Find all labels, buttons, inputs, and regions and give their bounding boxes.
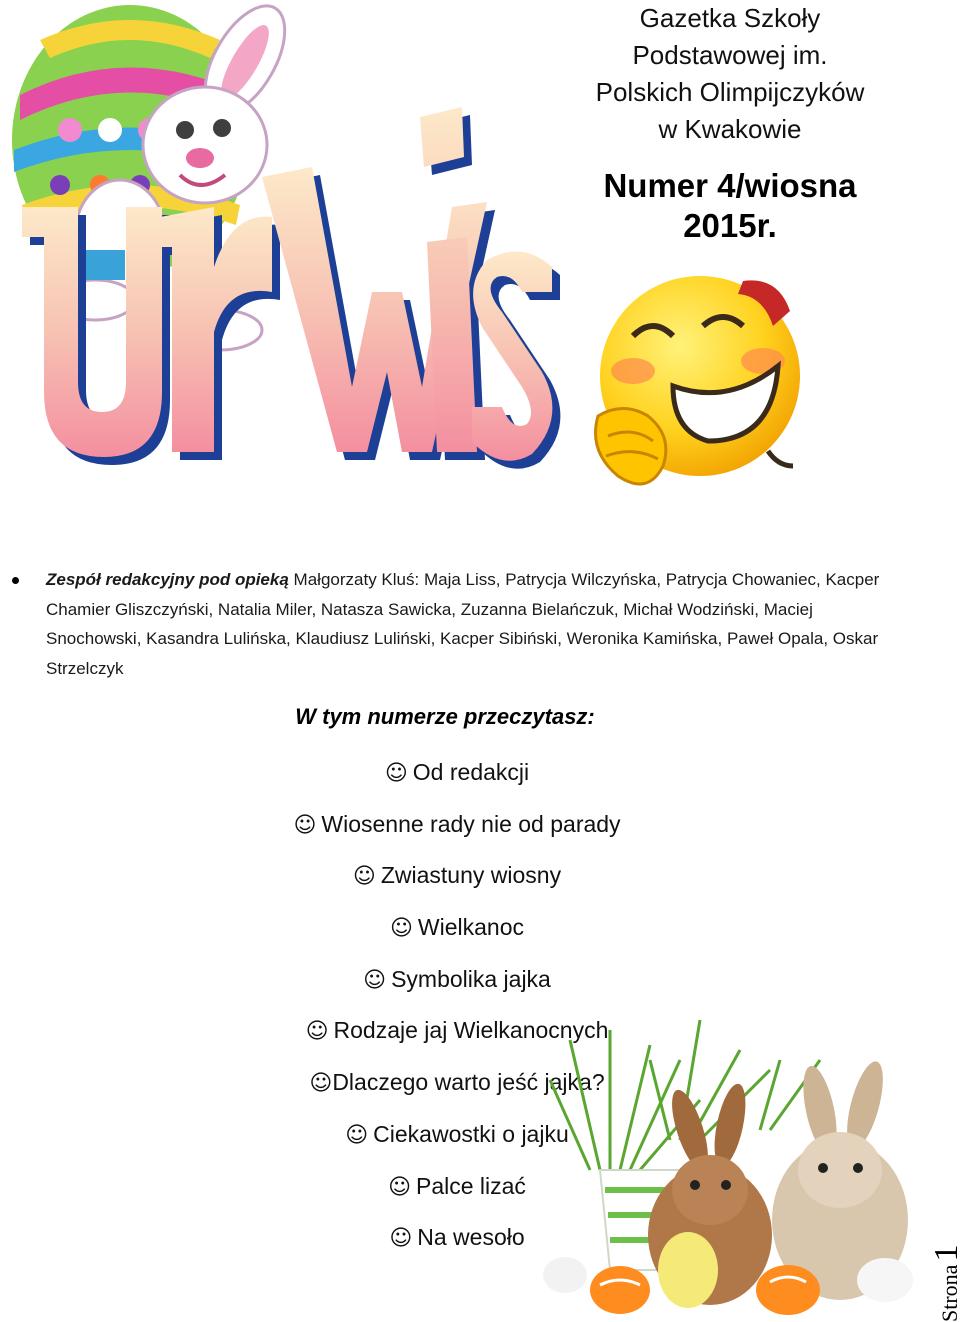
editorial-supervisor: Małgorzaty Kluś:	[293, 570, 420, 589]
smiley-icon: ☺	[293, 812, 317, 838]
school-name-line: w Kwakowie	[658, 114, 802, 144]
editorial-team	[46, 565, 906, 683]
toc-item-label: Zwiastuny wiosny	[380, 862, 562, 889]
editorial-members: Maja Liss, Patrycja Wilczyńska, Patrycja Chowaniec, Kacper Chamier Gliszczyński, Natalia Miler, Natasza Sawicka, Zuzanna Bielańczuk, Michał Wodziński, Maciej Snochowski, Kasandra Lulińska, Klaudiusz Luliński, Kacper Sibiński, Weronika Kamińska, Paweł Opala, Oskar Strzelczyk	[46, 570, 880, 678]
toc-item-label: Ciekawostki o jajku	[373, 1120, 569, 1147]
smiley-icon: ☺	[363, 967, 387, 993]
toc-item	[0, 855, 914, 907]
toc-item-label: Palce lizać	[416, 1172, 526, 1199]
toc-item	[0, 752, 914, 804]
editorial-lead: Zespół redakcyjny pod opieką	[46, 570, 289, 589]
toc-item-label: Wiosenne rady nie od parady	[321, 810, 621, 837]
page-number: 1	[928, 1244, 965, 1262]
toc-item-label: Na wesoło	[417, 1224, 525, 1251]
toc-item-label: Wielkanoc	[417, 914, 525, 941]
toc-item-label: Dlaczego warto jeść jajka?	[332, 1069, 605, 1096]
easter-bunnies-eggs-illustration	[530, 1020, 930, 1322]
issue-number	[560, 166, 900, 246]
issue-line: Numer 4/wiosna	[603, 167, 857, 204]
issue-line: 2015r.	[683, 207, 777, 244]
school-name-line: Gazetka Szkoły	[639, 3, 821, 33]
toc-item-label: Od redakcji	[412, 759, 530, 785]
smiley-icon: ☺	[309, 1071, 333, 1097]
smiley-icon: ☺	[352, 864, 376, 890]
smiley-icon: ☺	[384, 761, 408, 786]
laughing-smiley-illustration	[578, 266, 808, 498]
smiley-icon: ☺	[389, 916, 413, 942]
toc-heading: W tym numerze przeczytasz:	[295, 704, 595, 729]
toc-item	[0, 959, 914, 1011]
school-name	[570, 0, 890, 148]
smiley-icon: ☺	[345, 1122, 369, 1148]
page-label: Strona	[937, 1264, 962, 1322]
school-name-line: Podstawowej im.	[632, 40, 828, 70]
masthead-illustration	[0, 0, 570, 490]
toc-item	[0, 907, 914, 959]
smiley-icon: ☺	[305, 1019, 329, 1045]
page-footer	[928, 1200, 965, 1322]
school-name-line: Polskich Olimpijczyków	[595, 77, 865, 107]
smiley-icon: ☺	[389, 1226, 413, 1252]
smiley-icon: ☺	[388, 1174, 411, 1200]
toc-item-label: Rodzaje jaj Wielkanocnych	[333, 1017, 609, 1044]
toc-item-label: Symbolika jajka	[391, 965, 551, 992]
toc-item	[0, 804, 914, 856]
bullet-icon	[12, 577, 19, 584]
